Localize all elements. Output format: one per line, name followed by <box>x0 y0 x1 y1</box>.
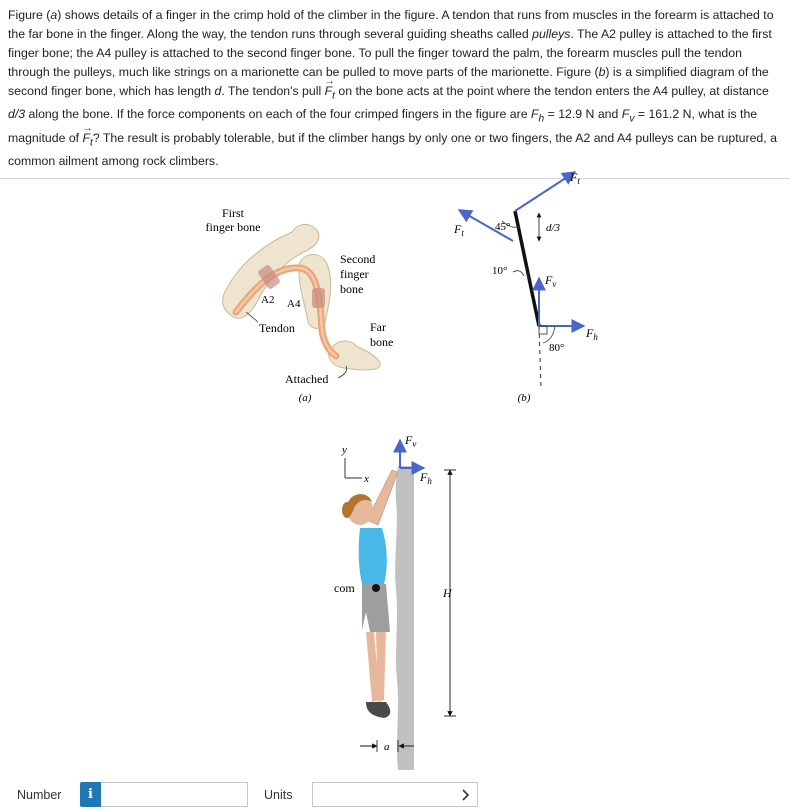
climber-shirt <box>359 528 387 584</box>
tendon-leader <box>246 312 258 322</box>
chevron-right-icon <box>461 789 470 801</box>
d3-label: d/3 <box>546 222 561 234</box>
number-input[interactable] <box>101 782 248 807</box>
climber-ponytail <box>342 502 352 518</box>
units-select[interactable] <box>312 782 478 807</box>
angle-80-label: 80° <box>549 342 565 354</box>
fv-label: $F_v$ <box>545 273 557 289</box>
answer-row <box>0 780 790 810</box>
a4-pulley <box>312 288 325 308</box>
first-bone-label-2: finger bone <box>205 220 261 234</box>
problem-text: Figure (a) shows details of a finger in the crimp hold of the climber in the figure. A tendon that runs from muscles in the forearm is attached to the far bone in the finger. Along the way, the tendon runs through several guiding sheaths called pulleys. The A2 pulley is attached to the first finger bone; the A4 pulley is attached to the second finger bone. To pull the finger toward the palm, the forearm muscles pull the tendon through the pulleys, much like strings on a marionette can be pulled to move parts of the marionette. Figure (b) is a simplified diagram of the second finger bone, which has length d. The tendon's pull → $F_t$ on the bone acts at the point where the tendon enters the A4 pulley, at distance d/3 along the bone. If the force components on each of the four crimped fingers in the figure are $F_h = 12.9$ N and $F_v = 161.2$ N, what is the magnitude of → $F_t$? The result is probably tolerable, but if the climber hangs by only one or two fingers, the A2 and A4 pulleys can be ruptured, a common ailment among rock climbers. <box>8 6 782 171</box>
tendon-label: Tendon <box>259 321 295 335</box>
angle-10-arc <box>513 271 524 276</box>
finger-diagram <box>206 206 394 404</box>
axis-x-label: x <box>364 473 369 485</box>
angle-80-arc <box>543 326 555 343</box>
climber-arms <box>367 470 398 525</box>
number-label: Number <box>17 788 62 802</box>
bone-line <box>515 211 539 326</box>
angle-10-label: 10° <box>492 265 508 277</box>
ft-lower-label: $F_t$ <box>454 222 464 238</box>
second-bone-label-1: Second <box>340 252 376 266</box>
climber-fh-label: $F_h$ <box>420 470 432 486</box>
info-icon[interactable]: i <box>80 782 101 807</box>
climber-fv-label: $F_v$ <box>405 433 417 449</box>
problem-statement <box>8 6 782 171</box>
com-label: com <box>334 581 355 595</box>
climber-shoes <box>366 702 390 718</box>
second-bone-label-3: bone <box>340 282 364 296</box>
a2-label: A2 <box>261 294 275 306</box>
second-bone-label-2: finger <box>340 267 369 281</box>
far-bone-label-1: Far <box>370 320 386 334</box>
caption-b: (b) <box>517 392 531 404</box>
fh-label: $F_h$ <box>586 326 598 342</box>
com-dot <box>372 584 380 592</box>
climber-diagram <box>334 433 456 770</box>
angle-45-label: 45° <box>495 221 511 233</box>
height-label: H <box>443 586 452 600</box>
attached-label: Attached <box>285 372 329 386</box>
units-label: Units <box>264 788 293 802</box>
dashed-extension <box>539 326 541 388</box>
ft-arrow-upper <box>515 172 575 211</box>
figure-panel <box>0 160 790 772</box>
right-angle-mark <box>539 326 547 334</box>
climber-legs <box>366 632 386 702</box>
first-bone-label-1: First <box>221 206 245 220</box>
axis-y-label: y <box>342 444 347 456</box>
ft-upper-label: $F_t$ <box>570 170 580 186</box>
bone-force-diagram <box>453 170 598 404</box>
climbing-wall <box>395 466 414 770</box>
a4-label: A4 <box>287 298 301 310</box>
far-bone-label-2: bone <box>370 335 394 349</box>
a-label: a <box>384 741 390 753</box>
caption-a: (a) <box>298 392 312 404</box>
